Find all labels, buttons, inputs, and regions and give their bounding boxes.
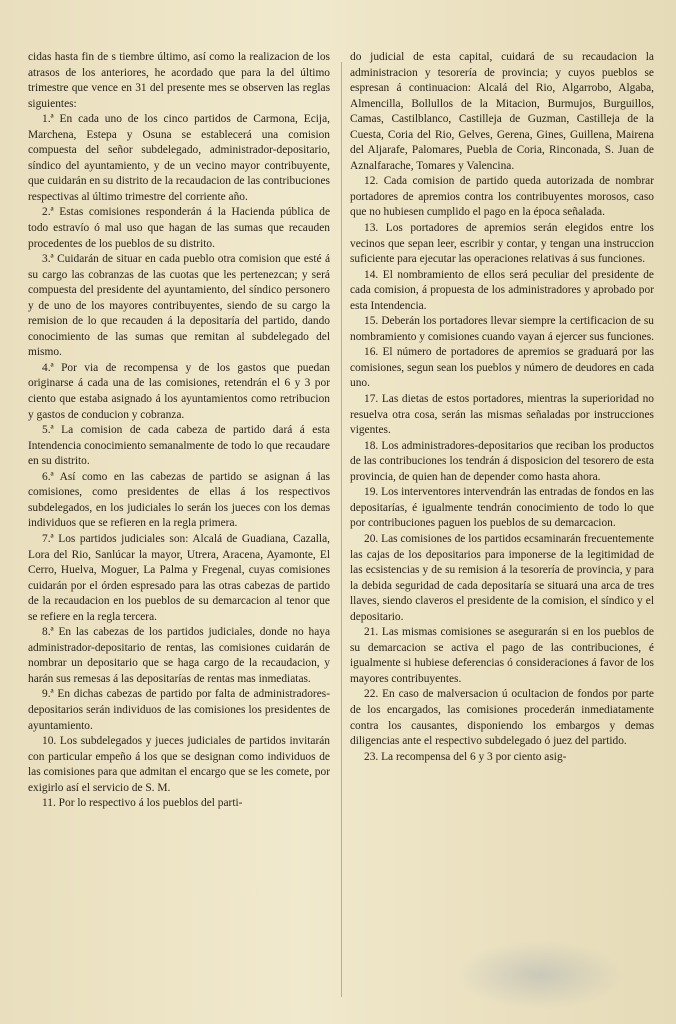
rule-1: 1.ª En cada uno de los cinco partidos de Carmona, Ecija, Marchena, Estepa y Osuna se establecerá una comision compuesta del señor subdelegado, administrador-depositario, síndico del ayuntamiento, y de un vecino mayor contribuyente, que cuidarán en su distrito de la recaudacion de las contribuciones respectivas al último trimestre del corriente año.	[28, 113, 330, 203]
rule-11-continued: do judicial de esta capital, cuidará de su recaudacion la administracion y tesorería de provincia; y cuyos pueblos se espresan á continuacion: Alcalá del Rio, Algarrobo, Algaba, Almencilla, Bollullos de la Mitacion, Burmujos, Burguillos, Camas, Castilblanco, Castilleja de Guzman, Castilleja de la Cuesta, Coria del Rio, Gelves, Gerena, Gines, Guillena, Mairena del Aljarafe, Palomares, Puebla de Coria, Rinconada, S. Juan de Aznalfarache, Tomares y Valencina.	[350, 51, 654, 172]
rule-22: 22. En caso de malversacion ú ocultacion de fondos por parte de los encargados, las comisiones procederán inmediatamente contra los causantes, disponiendo los embargos y demas diligencias ante el respectivo subdelegado ó juez del partido.	[350, 688, 654, 748]
rule-13: 13. Los portadores de apremios serán elegidos entre los vecinos que sepan leer, escribir y contar, y tengan una instruccion suficiente para ejecutar las operaciones relativas á sus funciones.	[350, 222, 654, 266]
left-column	[28, 50, 330, 1020]
rule-6: 6.ª Así como en las cabezas de partido se asignan á las comisiones, como presidentes de ellas á los respectivos subdelegados, en los judiciales lo serán los jueces con los demas individuos que se refieren en la regla primera.	[28, 470, 330, 530]
paper-stain	[455, 940, 625, 1010]
rule-9: 9.ª En dichas cabezas de partido por falta de administradores-depositarios serán individuos de las comisiones los presidentes de ayuntamiento.	[28, 688, 330, 732]
rule-3: 3.ª Cuidarán de situar en cada pueblo otra comision que esté á su cargo las cobranzas de las cuotas que les pertenezcan; y será compuesta del presidente del ayuntamiento, del síndico personero y de uno de los mayores contribuyentes, siendo de su cargo la remision de lo que recauden á la depositaría del partido, dando conocimiento de las sumas que remitan al subdelegado del mismo.	[28, 253, 330, 359]
rule-18: 18. Los administradores-depositarios que reciban los productos de las contribuciones los tendrán á disposicion del tesorero de esta provincia, de quien han de depender como hasta ahora.	[350, 439, 654, 483]
rule-10: 10. Los subdelegados y jueces judiciales de partidos invitarán con particular empeño á los que se designan como individuos de las comisiones para que admitan el encargo que se les comete, por exigirlo así el servicio de S. M.	[28, 735, 330, 794]
rule-19: 19. Los interventores intervendrán las entradas de fondos en las depositarías, é igualmente tendrán conocimiento de todo lo que por contribuciones paguen los pueblos de su demarcacion.	[350, 486, 654, 530]
rule-7: 7.ª Los partidos judiciales son: Alcalá de Guadiana, Cazalla, Lora del Rio, Sanlúcar la mayor, Utrera, Aracena, Ayamonte, El Cerro, Huelva, Moguer, La Palma y Fregenal, cuyas comisiones cuidarán por el órden espresado para las otras cabezas de partido de la recaudacion en los pueblos de su demarcacion al tenor que se refiere en la regla tercera.	[28, 532, 330, 623]
rule-5: 5.ª La comision de cada cabeza de partido dará á esta Intendencia conocimiento semanalmente de todo lo que recaudare en su distrito.	[28, 424, 330, 468]
rule-2: 2.ª Estas comisiones responderán á la Hacienda pública de todo estravío ó mal uso que hagan de las sumas que recauden procedentes de los pueblos de su distrito.	[28, 206, 330, 250]
rule-16: 16. El número de portadores de apremios se graduará por las comisiones, segun sean los pueblos y número de deudores en cada uno.	[350, 346, 654, 390]
rule-17: 17. Las dietas de estos portadores, mientras la superioridad no resuelva otra cosa, serán las mismas señaladas por instrucciones vigentes.	[350, 393, 654, 437]
rule-21: 21. Las mismas comisiones se asegurarán si en los pueblos de su demarcacion se activa el pago de las contribuciones, é igualmente si hubiese deferencias ó consideraciones á favor de los mayores contribuyentes.	[350, 626, 654, 685]
paragraph-intro: cidas hasta fin de s tiembre último, así como la realizacion de los atrasos de los anteriores, he acordado que para la del último trimestre que vence en 31 del presente mes se observen las reglas siguientes:	[28, 51, 330, 110]
right-column	[350, 50, 654, 1020]
rule-11-start: 11. Por lo respectivo á los pueblos del parti-	[42, 797, 243, 810]
rule-12: 12. Cada comision de partido queda autorizada de nombrar portadores de apremios contra los contribuyentes morosos, caso que no hubiesen cumplido el pago en la época señalada.	[350, 175, 654, 219]
rule-23-start: 23. La recompensa del 6 y 3 por ciento asig-	[364, 750, 567, 763]
rule-15: 15. Deberán los portadores llevar siempre la certificacion de su nombramiento y comisiones cuando vayan á ejercer sus funciones.	[350, 315, 654, 343]
rule-14: 14. El nombramiento de ellos será peculiar del presidente de cada comision, á propuesta de los administradores y aprobado por esta Intendencia.	[350, 268, 654, 312]
rule-20: 20. Las comisiones de los partidos ecsaminarán frecuentemente las cajas de los depositarios para imponerse de la legitimidad de las ecsistencias y de su remision á la tesorería de provincia, y para la debida seguridad de cada depositaría se situará una arca de tres llaves, siendo claveros el presidente de la comision, el síndico y el depositario.	[350, 532, 654, 623]
rule-4: 4.ª Por via de recompensa y de los gastos que puedan originarse á cada una de las comisiones, retendrán el 6 y 3 por ciento que estaba asignado á los ayuntamientos como retribucion y gastos de conducion y cobranza.	[28, 361, 330, 421]
column-divider	[341, 62, 342, 997]
rule-8: 8.ª En las cabezas de los partidos judiciales, donde no haya administrador-depositario de rentas, las comisiones cuidarán de nombrar un depositario que se haga cargo de la recaudacion, y harán sus remesas á las depositarías de rentas mas inmediatas.	[28, 626, 330, 685]
